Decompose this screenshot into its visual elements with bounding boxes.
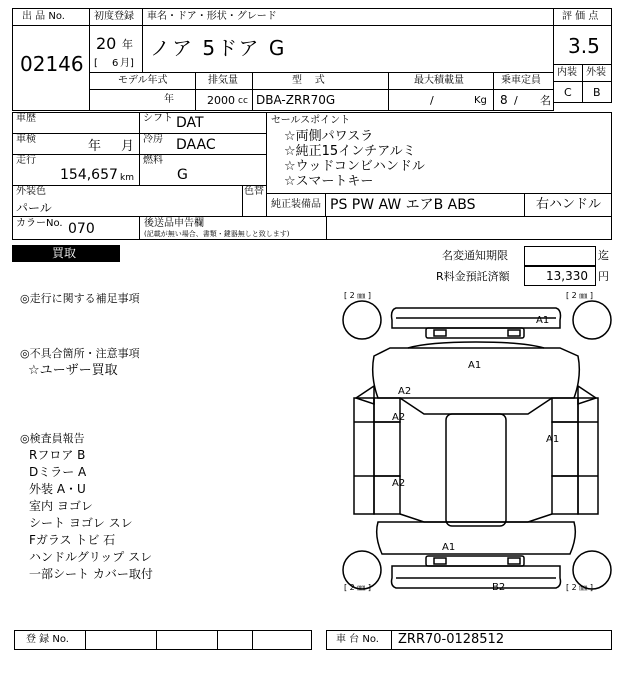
type-label: 型 式 xyxy=(292,75,325,86)
registration-year: 20 xyxy=(96,34,117,53)
mileage-value: 154,657 xyxy=(60,167,118,183)
lot-number-label: 出 品 No. xyxy=(22,11,65,22)
car-name: ノア 5ドア G xyxy=(150,36,287,60)
mark-rear-bumper: B2 xyxy=(492,582,506,593)
score-value: 3.5 xyxy=(568,34,600,58)
inspector-line: シート ヨゴレ スレ xyxy=(29,516,133,530)
max-load-slash: / xyxy=(430,94,434,107)
registration-no-cell xyxy=(85,630,157,650)
sales-point-item: ☆ウッドコンビハンドル xyxy=(284,159,425,174)
model-year-label: モデル年式 xyxy=(118,75,168,86)
inspector-line: Rフロア B xyxy=(29,448,86,462)
defects-label: ◎不具合箇所・注意事項 xyxy=(20,347,140,360)
wheel-label-front-left: [ 2 ㎜ ] xyxy=(344,291,371,300)
lot-number: 02146 xyxy=(20,52,84,76)
ac-label: 冷房 xyxy=(143,134,163,145)
max-load-unit: Kg xyxy=(474,95,487,106)
inspector-line: Dミラー A xyxy=(29,465,87,479)
recycle-fee-unit: 円 xyxy=(598,270,609,283)
inspector-line: 室内 ヨゴレ xyxy=(29,499,93,513)
sales-point-item: ☆両側パワスラ xyxy=(284,129,374,144)
displacement-value: 2000 xyxy=(207,94,235,107)
name-change-deadline-label: 名変通知期限 xyxy=(442,249,508,262)
capacity-label: 乗車定員 xyxy=(501,75,541,86)
documents-label: 後送品申告欄 xyxy=(144,218,204,229)
wheel-front-right xyxy=(573,301,611,339)
exterior-label: 外装 xyxy=(586,67,606,78)
wheel-front-left xyxy=(343,301,381,339)
inspection-month-unit: 月 xyxy=(121,139,135,154)
mark-tailgate: A1 xyxy=(442,542,456,553)
driving-notes-label: ◎走行に関する補足事項 xyxy=(20,292,140,305)
documents-note: (記載が無い場合、書類・鍵器無しと致します) xyxy=(144,230,290,238)
sales-point-item: ☆スマートキー xyxy=(284,174,374,189)
mark-left-rear-door: A2 xyxy=(392,478,406,489)
steering-value: 右ハンドル xyxy=(536,197,602,212)
inspector-report-label: ◎検査員報告 xyxy=(20,432,85,445)
exterior-grade: B xyxy=(593,86,601,99)
name-change-deadline-unit: 迄 xyxy=(598,249,609,262)
type-value: DBA-ZRR70G xyxy=(256,93,336,107)
inspector-line: 外装 A・U xyxy=(29,482,86,496)
mark-right-door: A1 xyxy=(546,434,560,445)
mileage-unit: km xyxy=(120,173,134,183)
ac-value: DAAC xyxy=(176,137,216,153)
model-year-value: 年 xyxy=(164,94,174,105)
registration-month-close: 月] xyxy=(120,58,134,69)
inspector-line: Fガラス トビ 石 xyxy=(29,533,116,547)
name-change-deadline-cell xyxy=(524,246,596,266)
registration-no-cell xyxy=(156,630,218,650)
sales-point-item: ☆純正15インチアルミ xyxy=(284,144,416,159)
mileage-label: 走行 xyxy=(16,155,36,166)
color-no-value: 070 xyxy=(68,221,95,237)
body-right-side xyxy=(552,398,578,422)
car-name-label: 車名・ドア・形状・グレード xyxy=(147,11,277,22)
mark-left-fender: A2 xyxy=(398,386,412,397)
recolor-label: 色替 xyxy=(244,186,264,197)
interior-label: 内装 xyxy=(557,67,577,78)
inspection-year-unit: 年 xyxy=(88,139,102,154)
inspector-line: ハンドルグリップ スレ xyxy=(29,550,153,564)
wheel-label-rear-left: [ 2 ㎜ ] xyxy=(344,583,371,592)
purchase-badge-text: 買取 xyxy=(52,246,77,260)
wheel-label-rear-right: [ 2 ㎜ ] xyxy=(566,583,593,592)
registration-year-unit: 年 xyxy=(122,38,133,51)
mark-left-front-door: A2 xyxy=(392,412,406,423)
registration-month: 6 xyxy=(112,58,119,69)
fuel-label: 燃料 xyxy=(143,155,163,166)
history-label: 車歴 xyxy=(16,113,36,124)
equipment-value: PS PW AW エアB ABS xyxy=(330,197,476,213)
recycle-fee-label: R料金預託済額 xyxy=(436,270,510,283)
mark-front-bumper: A1 xyxy=(536,315,550,326)
shift-label: シフト xyxy=(143,113,173,124)
max-load-label: 最大積載量 xyxy=(414,75,464,86)
first-registration-label: 初度登録 xyxy=(94,11,134,22)
registration-no-label: 登 録 No. xyxy=(26,634,69,645)
rear-bumper xyxy=(392,566,561,588)
capacity-value: 8 xyxy=(500,93,508,107)
score-label: 評 価 点 xyxy=(562,11,599,22)
capacity-unit: 名 xyxy=(540,94,551,107)
recycle-fee-value: 13,330 xyxy=(546,269,588,283)
registration-no-cell xyxy=(217,630,253,650)
inspector-line: 一部シート カバー取付 xyxy=(29,567,153,581)
color-no-label: カラーNo. xyxy=(16,218,63,229)
equipment-label: 純正装備品 xyxy=(271,199,321,210)
chassis-no-label: 車 台 No. xyxy=(336,634,379,645)
mark-hood: A1 xyxy=(468,360,482,371)
tailgate xyxy=(377,522,576,554)
displacement-unit: cc xyxy=(238,96,248,106)
defect-item: ☆ユーザー買取 xyxy=(28,363,118,378)
exterior-color-value: パール xyxy=(16,201,52,215)
registration-month-open: [ xyxy=(94,58,98,69)
model-year-cell xyxy=(89,89,196,111)
shift-value: DAT xyxy=(176,115,204,131)
registration-no-cell xyxy=(252,630,312,650)
wheel-label-front-right: [ 2 ㎜ ] xyxy=(566,291,593,300)
car-damage-diagram xyxy=(338,286,614,604)
chassis-no-value: ZRR70-0128512 xyxy=(398,632,505,647)
fuel-value: G xyxy=(177,167,188,183)
interior-grade: C xyxy=(564,86,572,99)
capacity-slash: / xyxy=(514,94,518,107)
displacement-label: 排気量 xyxy=(208,75,238,86)
documents-value-cell xyxy=(326,216,612,240)
sales-points-label: セールスポイント xyxy=(271,115,351,126)
inspection-label: 車検 xyxy=(16,134,36,145)
exterior-color-label: 外装色 xyxy=(16,186,46,197)
